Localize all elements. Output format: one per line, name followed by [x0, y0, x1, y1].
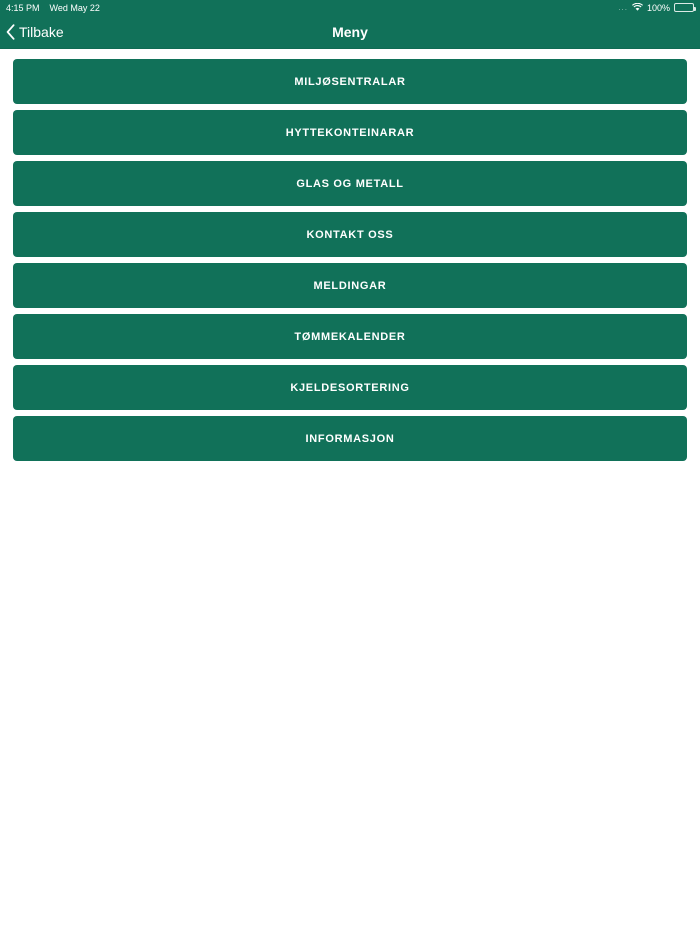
menu-item-tommekalender[interactable] — [13, 314, 687, 359]
menu-item-hyttekonteinarar[interactable] — [13, 110, 687, 155]
navigation-bar — [0, 15, 700, 49]
menu-item-label: KJELDESORTERING — [290, 381, 410, 394]
battery-full-icon — [674, 3, 694, 12]
menu-item-label: INFORMASJON — [305, 432, 395, 445]
menu-item-meldingar[interactable] — [13, 263, 687, 308]
menu-item-label: GLAS OG METALL — [296, 177, 404, 190]
battery-percent-label: 100% — [646, 2, 670, 13]
menu-item-label: TØMMEKALENDER — [294, 330, 406, 343]
signal-dots-icon: ... — [618, 3, 628, 12]
menu-item-label: KONTAKT OSS — [306, 228, 394, 241]
menu-item-informasjon[interactable] — [13, 416, 687, 461]
menu-item-label: MILJØSENTRALAR — [294, 75, 406, 88]
status-bar-time: 4:15 PM — [6, 2, 40, 13]
status-bar-date: Wed May 22 — [49, 2, 100, 13]
menu-item-kontakt-oss[interactable] — [13, 212, 687, 257]
wifi-icon — [632, 3, 643, 12]
menu-item-label: HYTTEKONTEINARAR — [285, 126, 415, 139]
back-button[interactable] — [0, 15, 64, 48]
menu-item-kjeldesortering[interactable] — [13, 365, 687, 410]
menu-item-miljosentralar[interactable] — [13, 59, 687, 104]
menu-list — [13, 59, 687, 461]
page-title: Meny — [332, 23, 368, 40]
status-bar-left — [6, 3, 100, 13]
back-button-label: Tilbake — [19, 23, 64, 40]
content-area — [0, 49, 700, 934]
chevron-left-icon — [6, 24, 15, 40]
status-bar-right — [618, 3, 694, 13]
status-bar — [0, 0, 700, 15]
menu-item-glas-og-metall[interactable] — [13, 161, 687, 206]
menu-item-label: MELDINGAR — [313, 279, 387, 292]
